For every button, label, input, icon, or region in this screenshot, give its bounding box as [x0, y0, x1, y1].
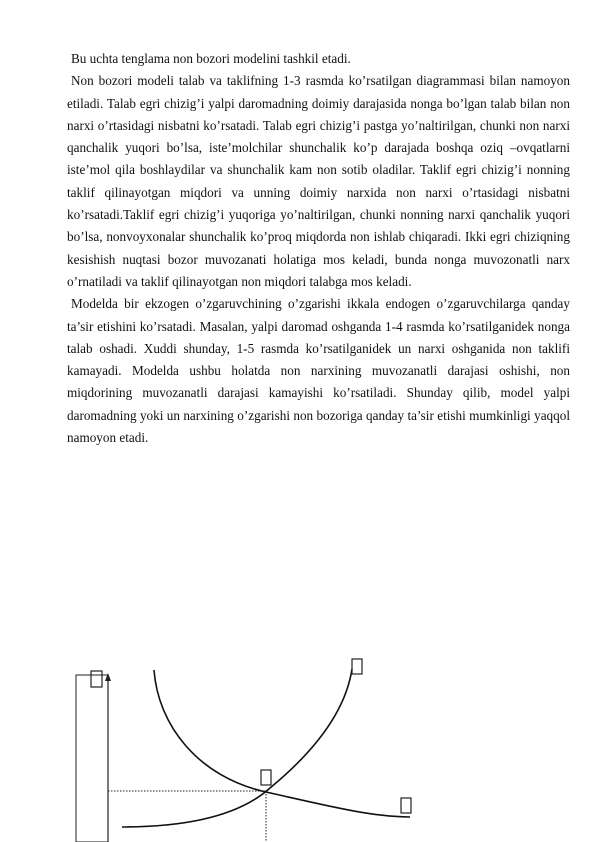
axis-arrow-icon: [105, 673, 111, 681]
axis-label-box: [91, 671, 102, 687]
demand-curve: [154, 670, 410, 817]
supply-label-box: [352, 659, 362, 674]
paragraph-1: Bu uchta tenglama non bozori modelini tashkil etadi.: [71, 51, 351, 66]
demand-label-box: [401, 798, 411, 813]
paragraph-3: Modelda bir ekzogen o’zgaruvchining o’zgarishi ikkala endogen o’zgaruvchilarga qanday ta’sir etishini ko’rsatadi. Masalan, yalpi daromad oshganda 1-4 rasmda ko’rsatilganidek nonga talab oshadi. Xuddi shunday, 1-5 rasmda ko’rsatilganidek un narxi oshganida non taklifi kamayadi. Modelda ushbu holatda non narxining muvozanatli darajasi oshishi, non miqdorining muvozanatli darajasi kamayishi ko’rsatiladi. Shunday qilib, model yalpi daromadning yoki un narxining o’zgarishi non bozoriga qanday ta’sir etishi mumkinligi yaqqol namoyon etadi.: [67, 296, 570, 446]
diagram-svg: [70, 655, 430, 842]
supply-demand-diagram: [70, 655, 430, 842]
bracket-line: [76, 675, 108, 842]
paragraph-2: Non bozori modeli talab va taklifning 1-3 rasmda ko’rsatilgan diagrammasi bilan namoyon etiladi. Talab egri chizig’i yalpi daromadning doimiy darajasida nonga bo’lgan talab bilan non narxi o’rtasidagi nisbatni ko’rsatadi. Talab egri chizig’i pastga yo’naltirilgan, chunki non narxi qanchalik yuqori bo’lsa, iste’molchilar shunchalik ko’p darajada boshqa oziq –ovqatlarni iste’mol qila boshlaydilar va shunchalik kam non sotib oladilar. Taklif egri chizig’i nonning taklif qilinayotgan miqdori va unning doimiy narxida non narxi o’rtasidagi nisbatni ko’rsatadi.Taklif egri chizig’i yuqoriga yo’naltirilgan, chunki nonning narxi qanchalik yuqori bo’lsa, nonvoyxonalar shunchalik ko’proq miqdorda non ishlab chiqaradi. Ikki egri chiziqning kesishish nuqtasi bozor muvozanati holatiga mos keladi, bunda nonga muvozonatli narx o’rnatiladi va taklif qilinayotgan non miqdori talabga mos keladi.: [67, 73, 570, 289]
document-body: [67, 48, 570, 449]
equilibrium-label-box: [261, 770, 271, 785]
